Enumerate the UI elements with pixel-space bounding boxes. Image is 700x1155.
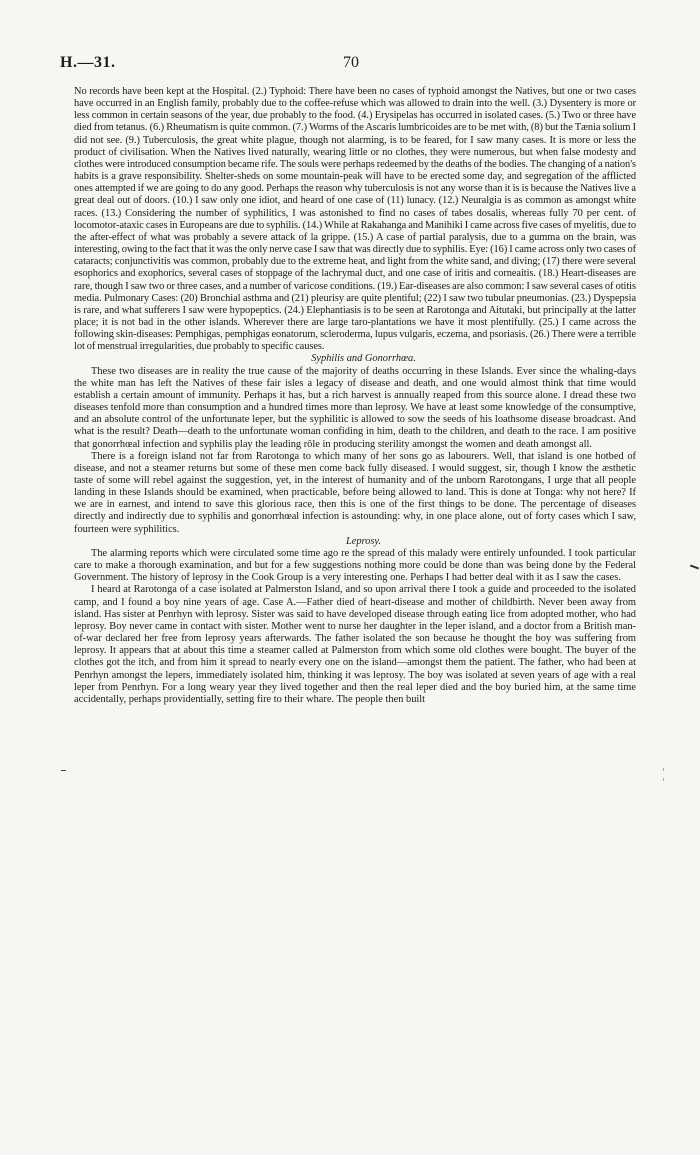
document-reference: H.—31. bbox=[60, 54, 116, 71]
page-number: 70 bbox=[343, 54, 359, 71]
section-heading-syphilis: Syphilis and Gonorrhœa. bbox=[311, 353, 416, 365]
scan-speck bbox=[663, 778, 664, 781]
margin-tick bbox=[61, 770, 66, 771]
paragraph-foreign-island: There is a foreign island not far from Rarotonga to which many of her sons go as labourers. Well, that island is one hotbed of disease, and not a steamer returns but some of these men come back fully diseased. I would suggest, sir, though I know the æsthetic taste of some will rebel against the suggestion, yet, in the interest of humanity and of the unborn Rarotongans, I urge that all people landing in these Islands should be examined, when practicable, before being allowed to land. This is done at Tonga: why not here? If we are in earnest, and intend to save this glorious race, then this is one of the first things to be done. The percentage of diseases directly and indirectly due to syphilis and gonorrhœal infection is astounding: why, in one place alone, out of forty cases which I saw, fourteen were syphilitics. bbox=[74, 450, 636, 535]
paragraph-syphilis-intro: These two diseases are in reality the true cause of the majority of deaths occurring in these Islands. Ever since the whaling-days the white man has left the Natives of these fair isles a legacy of disease and death, and one would almost think that time would establish a certain amount of immunity. Perhaps it has, but a rich harvest is annually reaped from this source alone. I dread these two diseases tenfold more than consumption and a hundred times more than leprosy. We have at least some knowledge of the consumptive, and an absolute control of the unfortunate leper, but the syphilitic is allowed to sow the seeds of his loathsome disease broadcast. And what is the result? Death—death to the unfortunate woman confiding in him, death to the children, and death to the race. I am positive that gonorrhœal infection and syphilis play the leading rôle in producing sterility amongst the women and death amongst all. bbox=[74, 365, 636, 450]
paragraph-leprosy-reports: The alarming reports which were circulated some time ago re the spread of this malady were entirely unfounded. I took particular care to make a thorough examination, and but for a few suggestions nothing more could be done than was being done by the Federal Government. The history of leprosy in the Cook Group is a very interesting one. Perhaps I had better deal with it as I saw the cases. bbox=[74, 547, 636, 584]
scan-speck bbox=[663, 768, 664, 771]
margin-mark bbox=[690, 565, 699, 570]
page-header bbox=[60, 54, 640, 74]
report-body bbox=[74, 86, 636, 706]
section-heading-leprosy: Leprosy. bbox=[345, 535, 382, 547]
paragraph-diseases-list: No records have been kept at the Hospital. (2.) Typhoid: There have been no cases of typhoid amongst the Natives, but one or two cases have occurred in an English family, probably due to the coffee-refuse which was allowed to drain into the well. (3.) Dysentery is more or less common in certain seasons of the year, due probably to the food. (4.) Erysipelas has occurred in isolated cases. (5.) Two or three have died from tetanus. (6.) Rheumatism is quite common. (7.) Worms of the Ascaris lumbricoides are to be met with, (8) but the Tænia solium I did not see. (9.) Tuberculosis, the great white plague, though not alarming, is to be feared, for I saw many cases. It is more or less the product of civilisation. When the Natives lived naturally, wearing little or no clothes, they were numerous, but when false modesty and clothes were introduced consumption became rife. The souls were perhaps redeemed by the deaths of the bodies. The changing of a nation's habits is a grave responsibility. Shelter-sheds on some mountain-peak will have to be erected some day, and segregation of the afflicted ones attempted if we are going to do any good. Perhaps the reason why tuberculosis is not any worse than it is is because the Natives live a great deal out of doors. (10.) I saw only one idiot, and heard of one case of (11) lunacy. (12.) Neuralgia is as common as amongst white races. (13.) Considering the number of syphilitics, I was astonished to find no cases of tabes dosalis, whereas fully 70 per cent. of locomotor-ataxic cases in Europeans are due to syphilis. (14.) While at Rakahanga and Manihiki I came across five cases of myelitis, due to the after-effect of what was probably a severe attack of la grippe. (15.) A case of partial paralysis, due to a gumma on the brain, was interesting, owing to the fact that it was the only nerve case I saw that was directly due to syphilis. Eye: (16) I came across only two cases of cataracts; conjunctivitis was common, probably due to the extreme heat, and light from the white sand, and diving; (17) there were several esophorics and exophorics, several cases of stoppage of the lachrymal duct, and one case of iritis and corneaitis. (18.) Heart-diseases are rare, though I saw two or three cases, and a number of varicose conditions. (19.) Ear-diseases are also common: I saw several cases of otitis media. Pulmonary Cases: (20) Bronchial asthma and (21) pleurisy are quite plentiful; (22) I saw two tubular pneumonias. (23.) Dyspepsia is rare, and what sufferers I saw were hypopeptics. (24.) Elephantiasis is to be seen at Rarotonga and Aitutaki, but principally at the latter place; it is not bad in the other islands. Wherever there are large taro-plantations we have it most plentifully. (25.) I came across the following skin-diseases: Pemphigas, pemphigas eonatorum, scleroderma, lupus vulgaris, eczema, and psoriasis. (26.) There were a terrible lot of menstrual irregularities, due probably to specific causes. bbox=[74, 86, 636, 353]
paragraph-palmerston-case: I heard at Rarotonga of a case isolated at Palmerston Island, and so upon arrival there I took a guide and proceeded to the isolated camp, and I found a boy nine years of age. Case A.—Father died of heart-disease and mother of childbirth. Never been away from island. Has sister at Penrhyn with leprosy. Sister was said to have developed disease through eating lice from adopted mother, who had leprosy. Boy never came in contact with sister. Mother went to nurse her daughter in the leper island, and a doctor from a British man-of-war declared her free from leprosy years afterwards. The father isolated the son because he thought the boy was suffering from leprosy. It appears that at about this time a steamer called at Palmerston from which some old clothes were bought. The buyer of the clothes got the itch, and from him it spread to nearly every one on the island—amongst them the patient. The father, who had been at Penrhyn amongst the lepers, immediately isolated him, thinking it was leprosy. The boy was isolated at seven years of age with a real leper from Penrhyn. For a long weary year they lived together and then the real leper died and the boy buried him, at the same time accidentally, perhaps providentially, setting fire to their whare. The people then built bbox=[74, 584, 636, 705]
